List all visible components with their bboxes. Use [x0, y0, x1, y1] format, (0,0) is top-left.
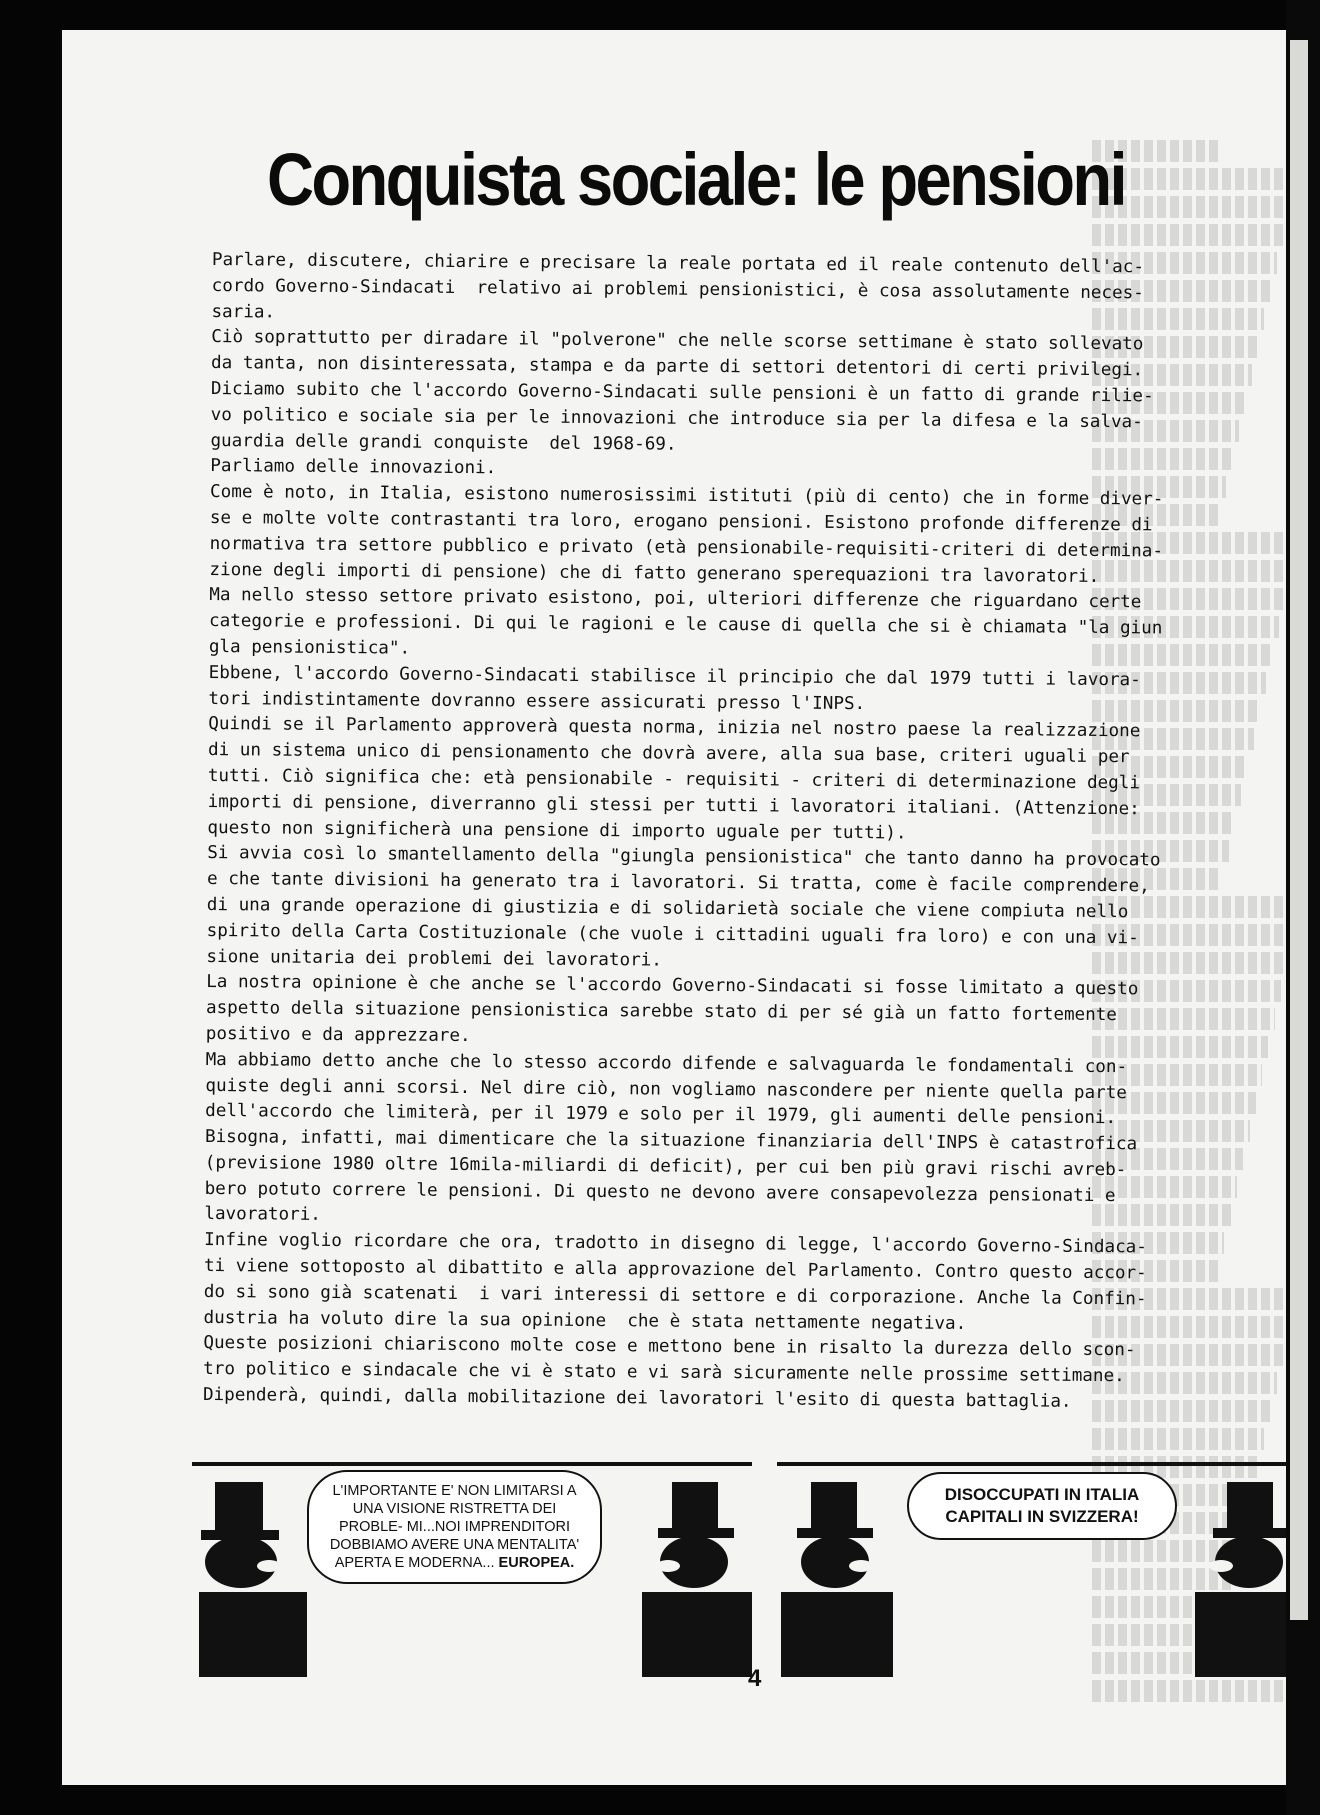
article-line: Queste posizioni chiariscono molte cose e mettono bene in risalto la durezza dello scon-	[203, 1333, 1136, 1361]
page-number: 4	[748, 1665, 762, 1692]
article-line: categorie e professioni. Di qui le ragioni e le cause di quella che si è chiamata "la giun	[208, 611, 1163, 639]
speech-text-right-2: CAPITALI IN SVIZZERA!	[945, 1507, 1139, 1526]
article-line: da tanta, non disinteressata, stampa e da parte di settori detentori di certi privilegi.	[211, 353, 1144, 381]
article-line: Si avvia così lo smantellamento della "giungla pensionistica" che tanto danno ha provocato	[207, 843, 1161, 871]
article-line: guardia delle grandi conquiste del 1968-69.	[210, 430, 677, 455]
industrialist-figure-right	[777, 1482, 897, 1677]
article-line: tutti. Ciò significa che: età pensionabile - requisiti - criteri di determinazione degli	[207, 765, 1141, 794]
article-line: aspetto della situazione pensionistica sarebbe stato di per sé già un fatto fortemente	[205, 998, 1118, 1026]
article-line: vo politico e sociale sia per le innovazioni che introduce sia per la difesa e la salva-	[210, 404, 1143, 433]
article-line: questo non significherà una pensione di importo uguale per tutti).	[207, 817, 907, 844]
bleed-line	[1092, 224, 1283, 246]
article-line: Come è noto, in Italia, esistono numerosissimi istituti (più di cento) che in forme diver-	[210, 482, 1164, 510]
article-headline: Conquista sociale: le pensioni	[267, 138, 1125, 221]
industrialist-figure-left-2	[632, 1482, 752, 1677]
article-line: zione degli importi di pensione) che di fatto generano sperequazioni tra lavoratori.	[209, 559, 1100, 587]
cartoon-panel-left	[192, 1462, 752, 1682]
article-line: do si sono già scatenati i vari interessi di settore e di corporazione. Anche la Confin-	[203, 1281, 1147, 1310]
bleed-line	[1092, 1428, 1264, 1450]
article-line: e che tante divisioni ha generato tra i lavoratori. Si tratta, come è facile comprendere,	[206, 869, 1150, 897]
cartoon-panel-right	[777, 1462, 1297, 1682]
article-line: Diciamo subito che l'accordo Governo-Sindacati sulle pensioni è un fatto di grande rilie-	[210, 378, 1154, 407]
article-line: ti viene sottoposto al dibattito e alla approvazione del Parlamento. Contro questo accor-	[203, 1256, 1147, 1284]
article-line: positivo e da apprezzare.	[205, 1023, 471, 1046]
panel-border-right	[777, 1462, 1297, 1466]
article-line: normativa tra settore pubblico e privato (età pensionabile-requisiti-criteri di determina-	[209, 533, 1164, 562]
bleed-line	[1092, 1680, 1292, 1702]
article-line: La nostra opinione è che anche se l'accordo Governo-Sindacati si fosse limitato a questo	[206, 972, 1139, 1000]
article-line: Parlare, discutere, chiarire e precisare la reale portata ed il reale contenuto dell'ac-	[211, 249, 1145, 278]
article-line: (previsione 1980 oltre 16mila-miliardi di deficit), per cui ben più gravi rischi avreb-	[204, 1152, 1127, 1181]
speech-bubble-right	[907, 1472, 1177, 1540]
article-line: gla pensionistica".	[208, 636, 411, 659]
article-line: sione unitaria dei problemi dei lavoratori.	[206, 946, 662, 971]
article-line: Dipenderà, quindi, dalla mobilitazione dei lavoratori l'esito di questa battaglia.	[202, 1385, 1072, 1412]
article-body	[203, 248, 1297, 1418]
article-line: se e molte volte contrastanti tra loro, erogano pensioni. Esistono profonde differenze di	[209, 507, 1153, 536]
article-line: tro politico e sindacale che vi è stato e vi sarà sicuramente nelle prossime settimane.	[203, 1359, 1125, 1387]
article-line: Infine voglio ricordare che ora, tradotto in disegno di legge, l'accordo Governo-Sindaca-	[204, 1230, 1147, 1258]
speech-emphasis-left: EUROPEA.	[498, 1555, 575, 1571]
article-line: lavoratori.	[204, 1204, 322, 1226]
article-line: Parliamo delle innovazioni.	[210, 456, 497, 479]
article-line: saria.	[211, 301, 276, 323]
article-line: importi di pensione, diverranno gli stessi per tutti i lavoratori italiani. (Attenzione:	[207, 791, 1140, 820]
article-line: spirito della Carta Costituzionale (che vuole i cittadini uguali fra loro) e con una vi-	[206, 920, 1139, 949]
article-line: Ma abbiamo detto anche che lo stesso accordo difende e salvaguarda le fondamentali con-	[205, 1049, 1128, 1077]
article-line: Ciò soprattutto per diradare il "polverone" che nelle scorse settimane è stato sollevato	[211, 327, 1144, 355]
article-line: dustria ha voluto dire la sua opinione che è stata nettamente negativa.	[203, 1307, 967, 1334]
article-line: dell'accordo che limiterà, per il 1979 e solo per il 1979, gli aumenti delle pensioni.	[205, 1101, 1117, 1129]
article-line: di una grande operazione di giustizia e di solidarietà sociale che viene compiuta nello	[206, 894, 1129, 923]
article-line: quiste degli anni scorsi. Nel dire ciò, non vogliamo nascondere per niente quella parte	[205, 1075, 1128, 1103]
scan-edge	[1286, 0, 1320, 1815]
speech-text-left: L'IMPORTANTE E' NON LIMITARSI A UNA VISIONE RISTRETTA DEI PROBLE- MI...NOI IMPRENDITORI DOBBIAMO AVERE UNA MENTALITA' APERTA E MODERNA...	[329, 1483, 580, 1571]
industrialist-figure-right-2	[1187, 1482, 1297, 1677]
speech-bubble-left	[307, 1470, 602, 1584]
speech-text-right-1: DISOCCUPATI IN ITALIA	[944, 1485, 1140, 1504]
article-line: tori indistintamente dovranno essere assicurati presso l'INPS.	[208, 688, 866, 714]
article-line: Quindi se il Parlamento approverà questa norma, inizia nel nostro paese la realizzazione	[208, 714, 1141, 742]
panel-border	[192, 1462, 752, 1466]
magazine-page	[62, 30, 1297, 1785]
industrialist-figure-left	[197, 1482, 307, 1677]
article-line: di un sistema unico di pensionamento che dovrà avere, alla sua base, criteri uguali per	[207, 740, 1130, 768]
cartoon-strip	[192, 1462, 1297, 1682]
article-line: Bisogna, infatti, mai dimenticare che la situazione finanziaria dell'INPS è catastrofica	[204, 1127, 1138, 1155]
article-line: Ma nello stesso settore privato esistono, poi, ulteriori differenze che riguardano certe	[209, 585, 1142, 613]
article-line: Ebbene, l'accordo Governo-Sindacati stabilisce il principio che dal 1979 tutti i lavora-	[208, 662, 1141, 691]
article-line: bero potuto correre le pensioni. Di questo ne devono avere consapevolezza pensionati e	[204, 1178, 1116, 1206]
article-line: cordo Governo-Sindacati relativo ai problemi pensionistici, è cosa assolutamente neces-	[211, 275, 1144, 304]
